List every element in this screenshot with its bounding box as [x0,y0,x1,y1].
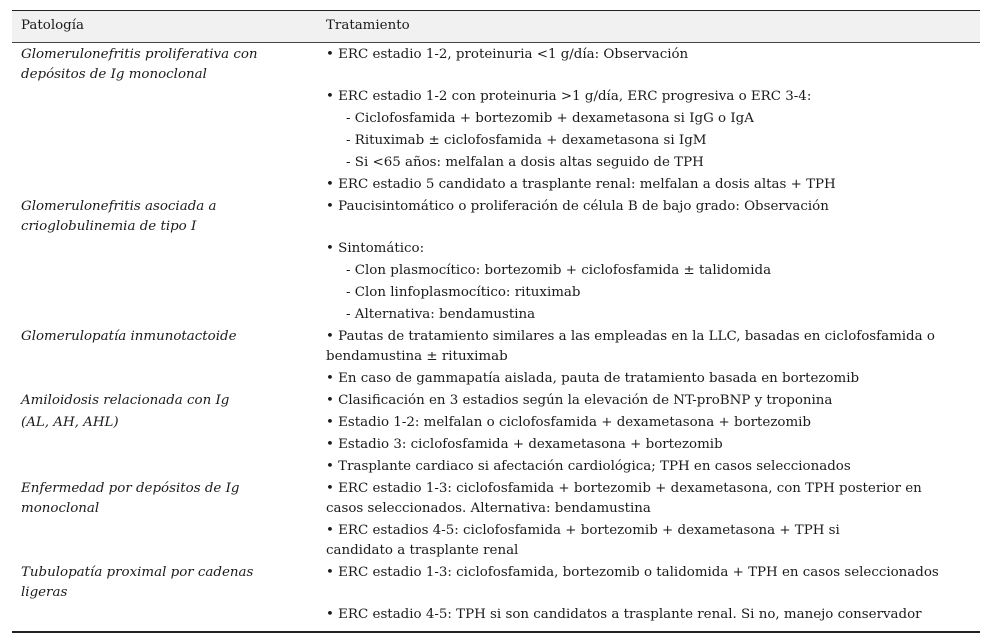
treatment-line: • Estadio 1-2: melfalan o ciclofosfamida + dexametasona + bortezomib [326,415,812,430]
pathology-cell: Glomerulonefritis proliferativa con [21,47,258,62]
treatment-line: candidato a trasplante renal [326,543,519,558]
treatment-line: bendamustina ± rituximab [326,349,508,364]
treatment-line: • ERC estadio 1-2 con proteinuria >1 g/día, ERC progresiva o ERC 3-4: [326,89,812,104]
pathology-cell: Tubulopatía proximal por cadenas [21,565,254,580]
bottom-rule [12,631,980,633]
treatment-line: • ERC estadios 4-5: ciclofosfamida + bortezomib + dexametasona + TPH si [326,523,840,538]
top-rule [12,10,980,11]
header-rule [12,42,980,43]
treatment-line: • ERC estadio 5 candidato a trasplante renal: melfalan a dosis altas + TPH [326,177,836,192]
treatment-subline: - Si <65 años: melfalan a dosis altas seguido de TPH [346,155,704,170]
treatment-subline: - Alternativa: bendamustina [346,307,536,322]
pathology-cell: Glomerulopatía inmunotactoide [21,329,237,344]
treatment-line: • Paucisintomático o proliferación de célula B de bajo grado: Observación [326,199,829,214]
pathology-cell: (AL, AH, AHL) [21,415,119,430]
pathology-cell: ligeras [21,585,68,600]
treatment-line: • ERC estadio 1-2, proteinuria <1 g/día: Observación [326,47,689,62]
pathology-cell: monoclonal [21,501,100,516]
pathology-cell: depósitos de Ig monoclonal [21,67,207,82]
treatment-subline: - Ciclofosfamida + bortezomib + dexametasona si IgG o IgA [346,111,754,126]
pathology-cell: Enfermedad por depósitos de Ig [21,481,240,496]
table-header [12,11,980,42]
header-pathology: Patología [21,18,85,33]
treatment-subline: - Clon plasmocítico: bortezomib + ciclofosfamida ± talidomida [346,263,772,278]
pathology-cell: crioglobulinemia de tipo I [21,219,197,234]
treatment-subline: - Rituximab ± ciclofosfamida + dexametasona si IgM [346,133,707,148]
header-treatment: Tratamiento [326,18,410,33]
treatment-table [12,10,980,633]
treatment-line: • Estadio 3: ciclofosfamida + dexametasona + bortezomib [326,437,723,452]
treatment-line: • Clasificación en 3 estadios según la elevación de NT-proBNP y troponina [326,393,833,408]
treatment-subline: - Clon linfoplasmocítico: rituximab [346,285,581,300]
treatment-line: • Pautas de tratamiento similares a las empleadas en la LLC, basadas en ciclofosfamida o [326,329,935,344]
treatment-line: • ERC estadio 1-3: ciclofosfamida, bortezomib o talidomida + TPH en casos seleccionados [326,565,939,580]
treatment-line: • ERC estadio 1-3: ciclofosfamida + bortezomib + dexametasona, con TPH posterior en [326,481,922,496]
treatment-line: • Trasplante cardiaco si afectación cardiológica; TPH en casos seleccionados [326,459,851,474]
treatment-line: • ERC estadio 4-5: TPH si son candidatos a trasplante renal. Si no, manejo conservador [326,607,922,622]
treatment-line: • Sintomático: [326,241,425,256]
treatment-line: casos seleccionados. Alternativa: bendamustina [326,501,651,516]
pathology-cell: Glomerulonefritis asociada a [21,199,217,214]
pathology-cell: Amiloidosis relacionada con Ig [21,393,230,408]
treatment-line: • En caso de gammapatía aislada, pauta de tratamiento basada en bortezomib [326,371,860,386]
